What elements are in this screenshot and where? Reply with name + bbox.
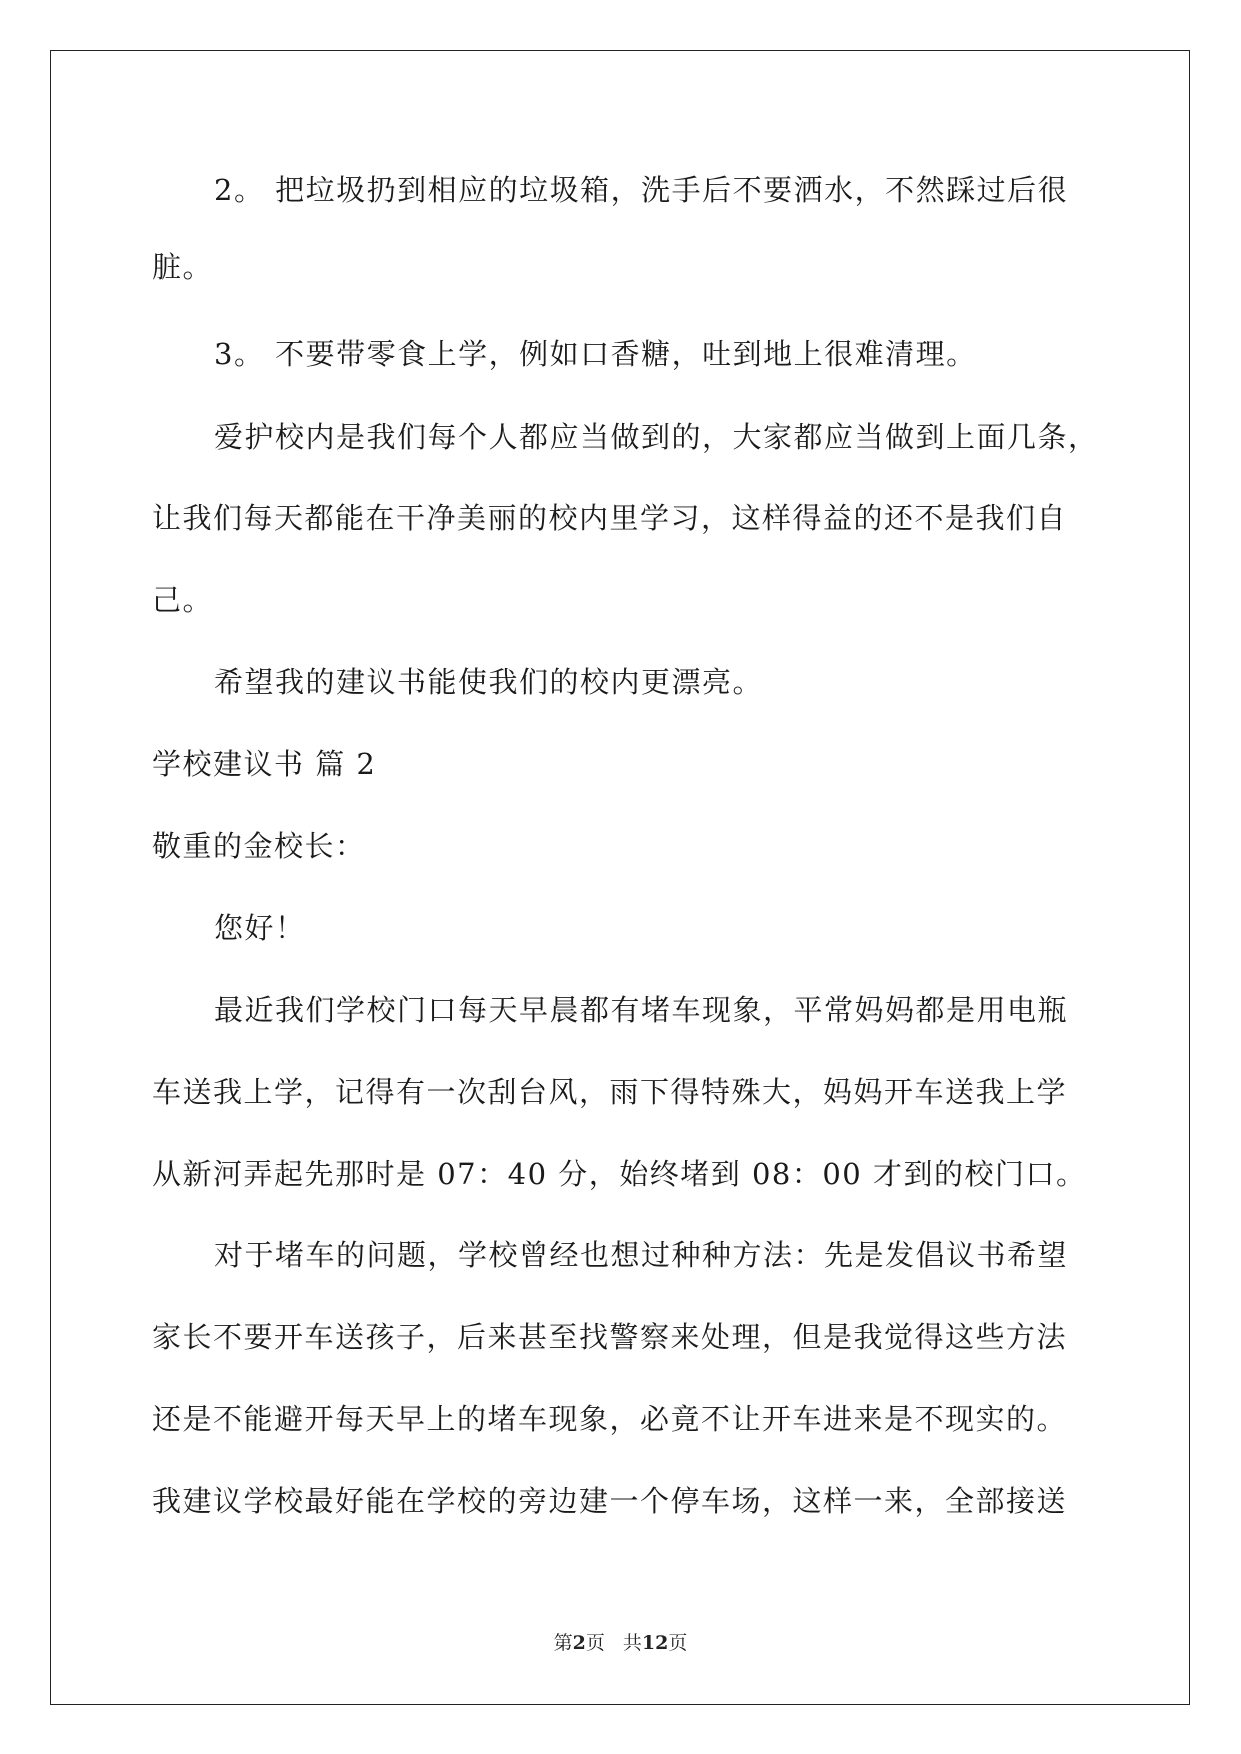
paragraph-line: 3。 不要带零食上学，例如口香糖，吐到地上很难清理。 bbox=[214, 337, 977, 371]
page-border bbox=[50, 50, 1190, 1705]
section-heading: 学校建议书 篇 2 bbox=[152, 747, 377, 781]
paragraph-line: 我建议学校最好能在学校的旁边建一个停车场，这样一来，全部接送 bbox=[152, 1484, 1068, 1518]
paragraph-line: 爱护校内是我们每个人都应当做到的，大家都应当做到上面几条， bbox=[214, 420, 1099, 454]
salutation: 敬重的金校长： bbox=[152, 829, 366, 863]
footer-total-pages: 12 bbox=[641, 1632, 669, 1654]
footer-total-prefix: 共 bbox=[622, 1632, 642, 1654]
greeting: 您好！ bbox=[214, 911, 306, 945]
footer-page-number: 2 bbox=[572, 1632, 586, 1654]
paragraph-line: 己。 bbox=[152, 583, 214, 617]
paragraph-line: 希望我的建议书能使我们的校内更漂亮。 bbox=[214, 665, 764, 699]
footer-page-prefix: 第 bbox=[553, 1632, 573, 1654]
paragraph-line: 对于堵车的问题，学校曾经也想过种种方法：先是发倡议书希望 bbox=[214, 1238, 1069, 1272]
paragraph-line: 脏。 bbox=[152, 250, 214, 284]
paragraph-line: 家长不要开车送孩子，后来甚至找警察来处理，但是我觉得这些方法 bbox=[152, 1320, 1068, 1354]
paragraph-line: 让我们每天都能在干净美丽的校内里学习，这样得益的还不是我们自 bbox=[152, 501, 1068, 535]
paragraph-line: 从新河弄起先那时是 07：40 分，始终堵到 08：00 才到的校门口。 bbox=[152, 1157, 1087, 1191]
footer-page-suffix: 页 bbox=[585, 1632, 605, 1654]
paragraph-line: 车送我上学，记得有一次刮台风，雨下得特殊大，妈妈开车送我上学 bbox=[152, 1075, 1068, 1109]
footer-total-suffix: 页 bbox=[668, 1632, 688, 1654]
paragraph-line: 2。 把垃圾扔到相应的垃圾箱，洗手后不要洒水，不然踩过后很 bbox=[214, 173, 1069, 207]
paragraph-line: 最近我们学校门口每天早晨都有堵车现象，平常妈妈都是用电瓶 bbox=[214, 993, 1069, 1027]
page-footer bbox=[0, 1631, 1241, 1655]
paragraph-line: 还是不能避开每天早上的堵车现象，必竟不让开车进来是不现实的。 bbox=[152, 1402, 1068, 1436]
